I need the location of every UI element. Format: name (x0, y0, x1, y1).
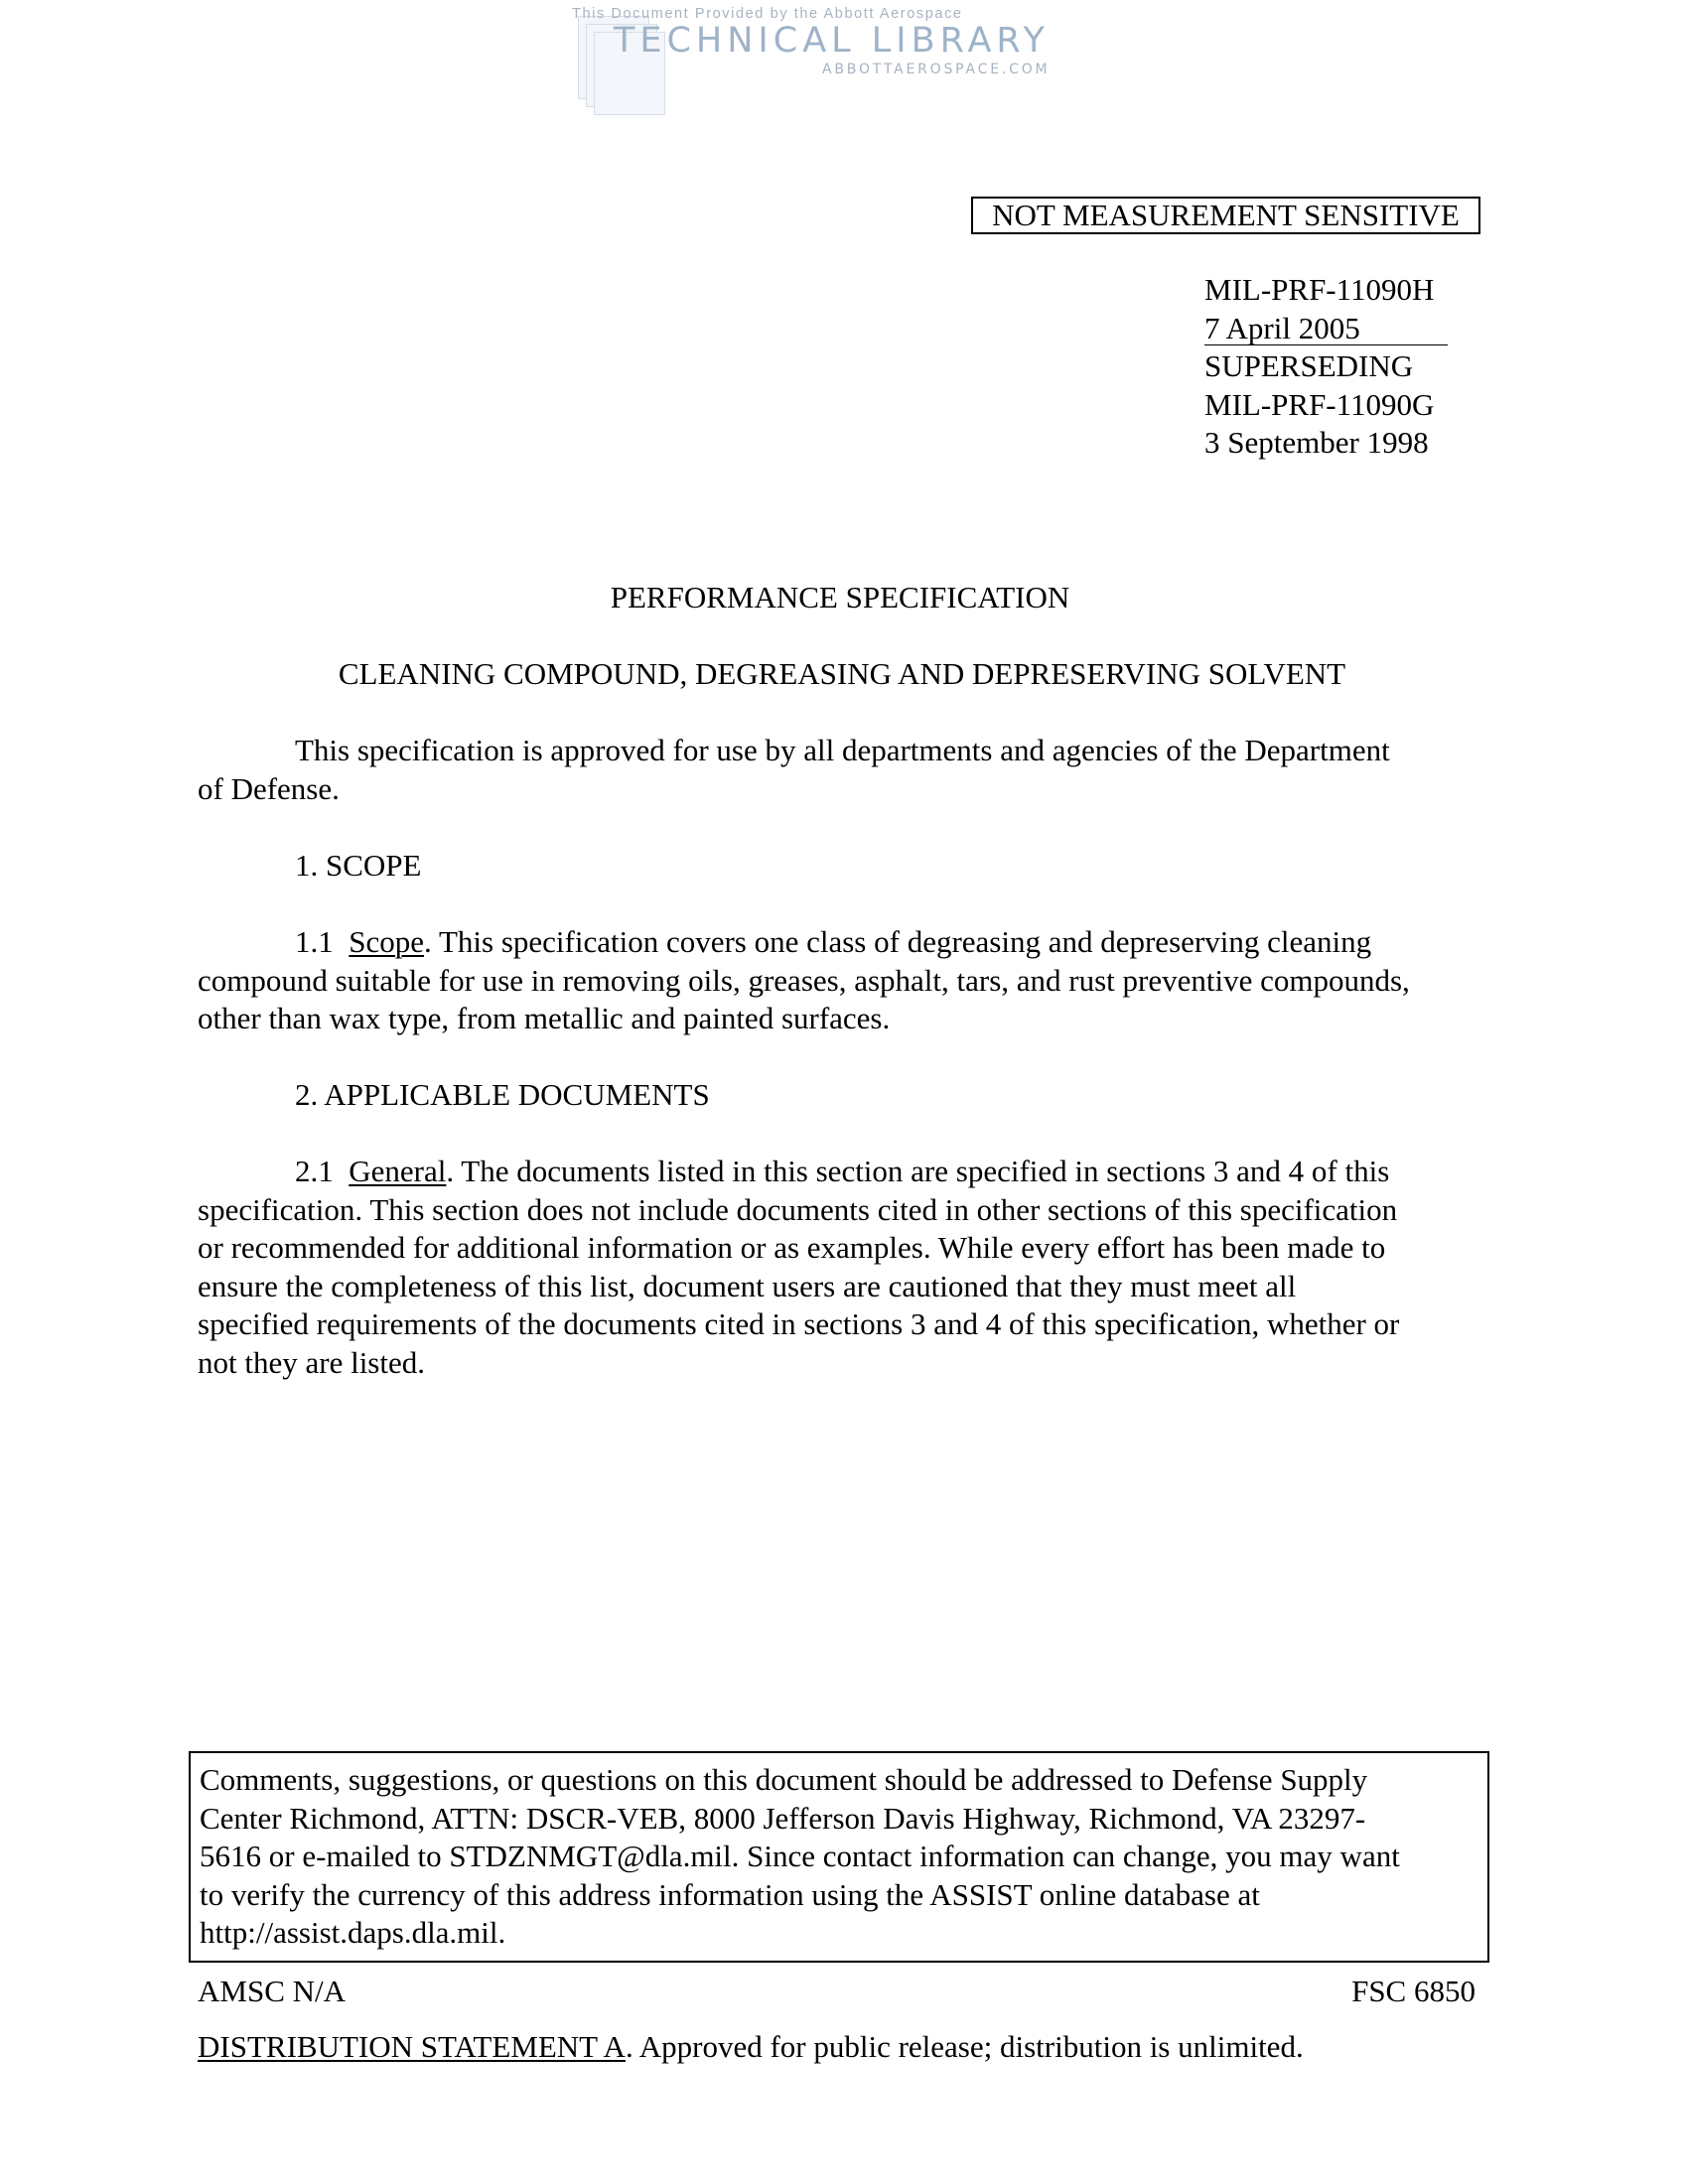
specification-type: PERFORMANCE SPECIFICATION (610, 580, 1070, 614)
approval-paragraph: This specification is approved for use by all departments and agencies of the Department of Defense. (198, 733, 1390, 806)
fsc-code: FSC 6850 (1351, 1974, 1476, 2008)
document-date: 7 April 2005 (1204, 312, 1448, 345)
distribution-statement-label: DISTRIBUTION STATEMENT A (198, 2029, 626, 2064)
section-2-heading: 2. APPLICABLE DOCUMENTS (295, 1077, 710, 1112)
technical-library-watermark (566, 2, 1082, 113)
measurement-sensitivity-label: NOT MEASUREMENT SENSITIVE (992, 198, 1460, 232)
paragraph-1-1-scope: 1.1 Scope. This specification covers one class of degreasing and depreserving cleaning compound suitable for use in removing oils, greases, asphalt, tars, and rust preventive compounds, other than wax type, from metallic and painted surfaces. (198, 924, 1410, 1036)
superseded-document-number: MIL-PRF-11090G (1204, 386, 1435, 422)
comments-contact-box: Comments, suggestions, or questions on this document should be addressed to Defense Supply Center Richmond, ATTN: DSCR-VEB, 8000 Jefferson Davis Highway, Richmond, VA 23297- 5616 or e-mailed to STDZNMGT@dla.mil. Since contact information can change, you may want to verify the currency of this address information using the ASSIST online database at http://assist.daps.dla.mil. (189, 1751, 1489, 1963)
document-identification (1204, 271, 1448, 463)
distribution-statement-text: . Approved for public release; distribution is unlimited. (625, 2029, 1304, 2064)
watermark-provided-by: This Document Provided by the Abbott Aerospace (572, 6, 963, 22)
superseded-document-date: 3 September 1998 (1204, 425, 1429, 461)
watermark-url: ABBOTTAEROSPACE.COM (822, 62, 1051, 77)
document-title: CLEANING COMPOUND, DEGREASING AND DEPRESERVING SOLVENT (338, 656, 1346, 691)
watermark-title: TECHNICAL LIBRARY (614, 21, 1050, 61)
paragraph-number: 2.1 (295, 1154, 334, 1188)
paragraph-title: Scope (349, 924, 425, 959)
section-1-heading: 1. SCOPE (295, 848, 422, 883)
document-number: MIL-PRF-11090H (1204, 272, 1435, 307)
measurement-sensitivity-box (971, 197, 1480, 234)
paragraph-2-1-general: 2.1 General. The documents listed in this section are specified in sections 3 and 4 of this specification. This section does not include documents cited in other sections of this specification or recommended for additional information or as examples. While every effort has been made to ensure the completeness of this list, document users are cautioned that they must meet all specified requirements of the documents cited in sections 3 and 4 of this specification, whether or not they are listed. (198, 1154, 1400, 1380)
superseding-label: SUPERSEDING (1204, 348, 1414, 384)
amsc-code: AMSC N/A (198, 1974, 347, 2008)
paragraph-title: General (349, 1154, 447, 1188)
distribution-statement (198, 2028, 1304, 2067)
paragraph-number: 1.1 (295, 924, 334, 959)
